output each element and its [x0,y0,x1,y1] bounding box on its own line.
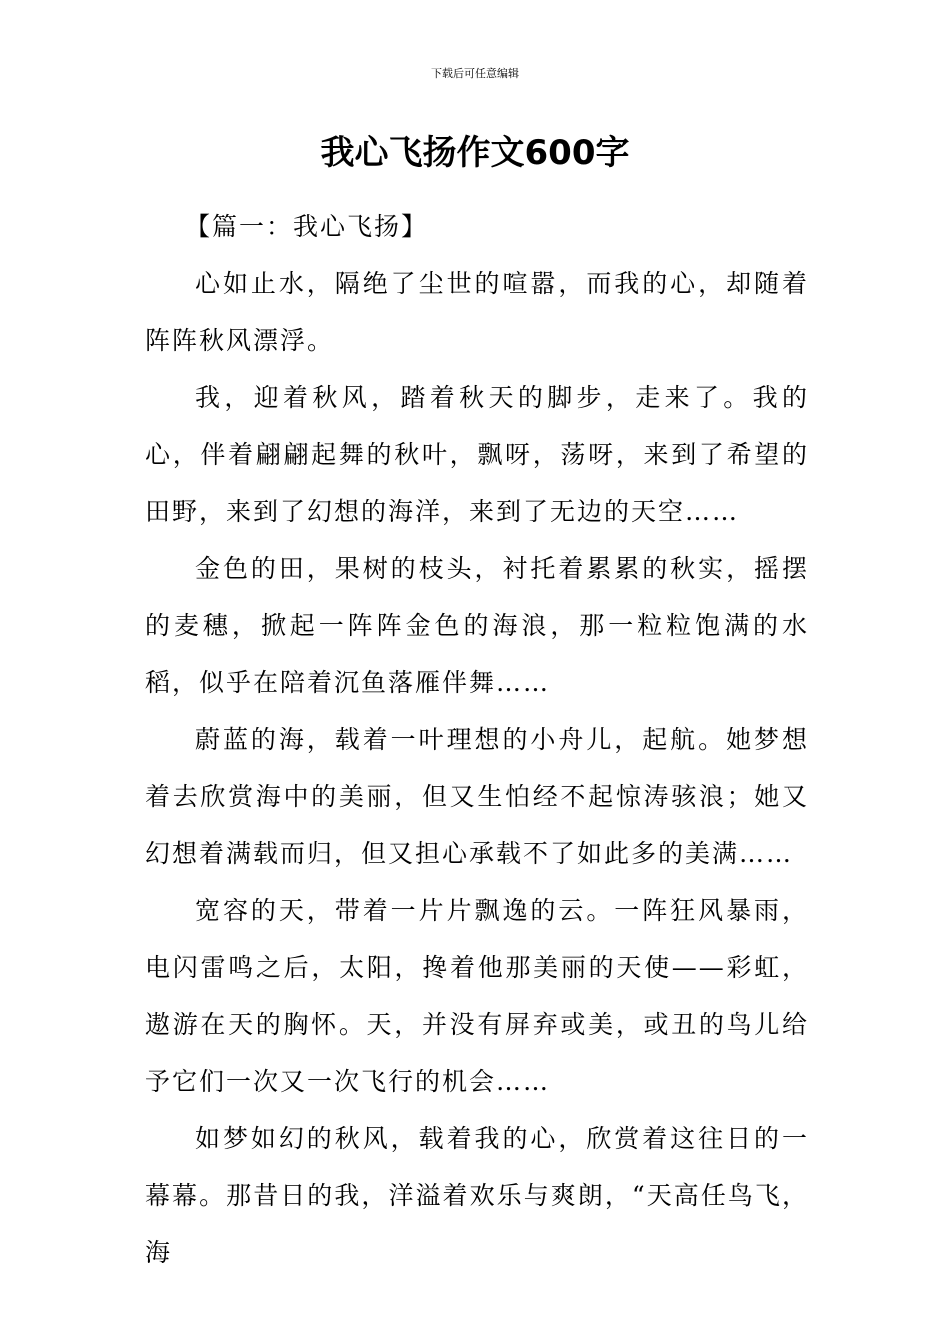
section-heading: 【篇一：我心飞扬】 [185,212,429,241]
document-title: 我心飞扬作文600字 [320,133,630,173]
paragraph: 金色的田，果树的枝头，衬托着累累的秋实，摇摆的麦穗，掀起一阵阵金色的海浪，那一粒粒饱满的水稻，似乎在陪着沉鱼落雁伴舞…… [145,554,809,697]
header-note: 下载后可任意编辑 [431,67,519,80]
paragraph: 宽容的天，带着一片片飘逸的云。一阵狂风暴雨，电闪雷鸣之后，太阳，搀着他那美丽的天使——彩虹，遨游在天的胸怀。天，并没有屏弃或美，或丑的鸟儿给予它们一次又一次飞行的机会…… [145,896,809,1096]
paragraph: 我，迎着秋风，踏着秋天的脚步，走来了。我的心，伴着翩翩起舞的秋叶，飘呀，荡呀，来到了希望的田野，来到了幻想的海洋，来到了无边的天空…… [145,383,809,526]
paragraph: 心如止水，隔绝了尘世的喧嚣，而我的心，却随着阵阵秋风漂浮。 [145,269,809,355]
paragraph: 如梦如幻的秋风，载着我的心，欣赏着这往日的一幕幕。那昔日的我，洋溢着欢乐与爽朗，“天高任鸟飞，海 [145,1124,809,1267]
paragraph: 蔚蓝的海，载着一叶理想的小舟儿，起航。她梦想着去欣赏海中的美丽，但又生怕经不起惊涛骇浪；她又幻想着满载而归，但又担心承载不了如此多的美满…… [145,725,809,868]
document-body [145,198,809,1281]
